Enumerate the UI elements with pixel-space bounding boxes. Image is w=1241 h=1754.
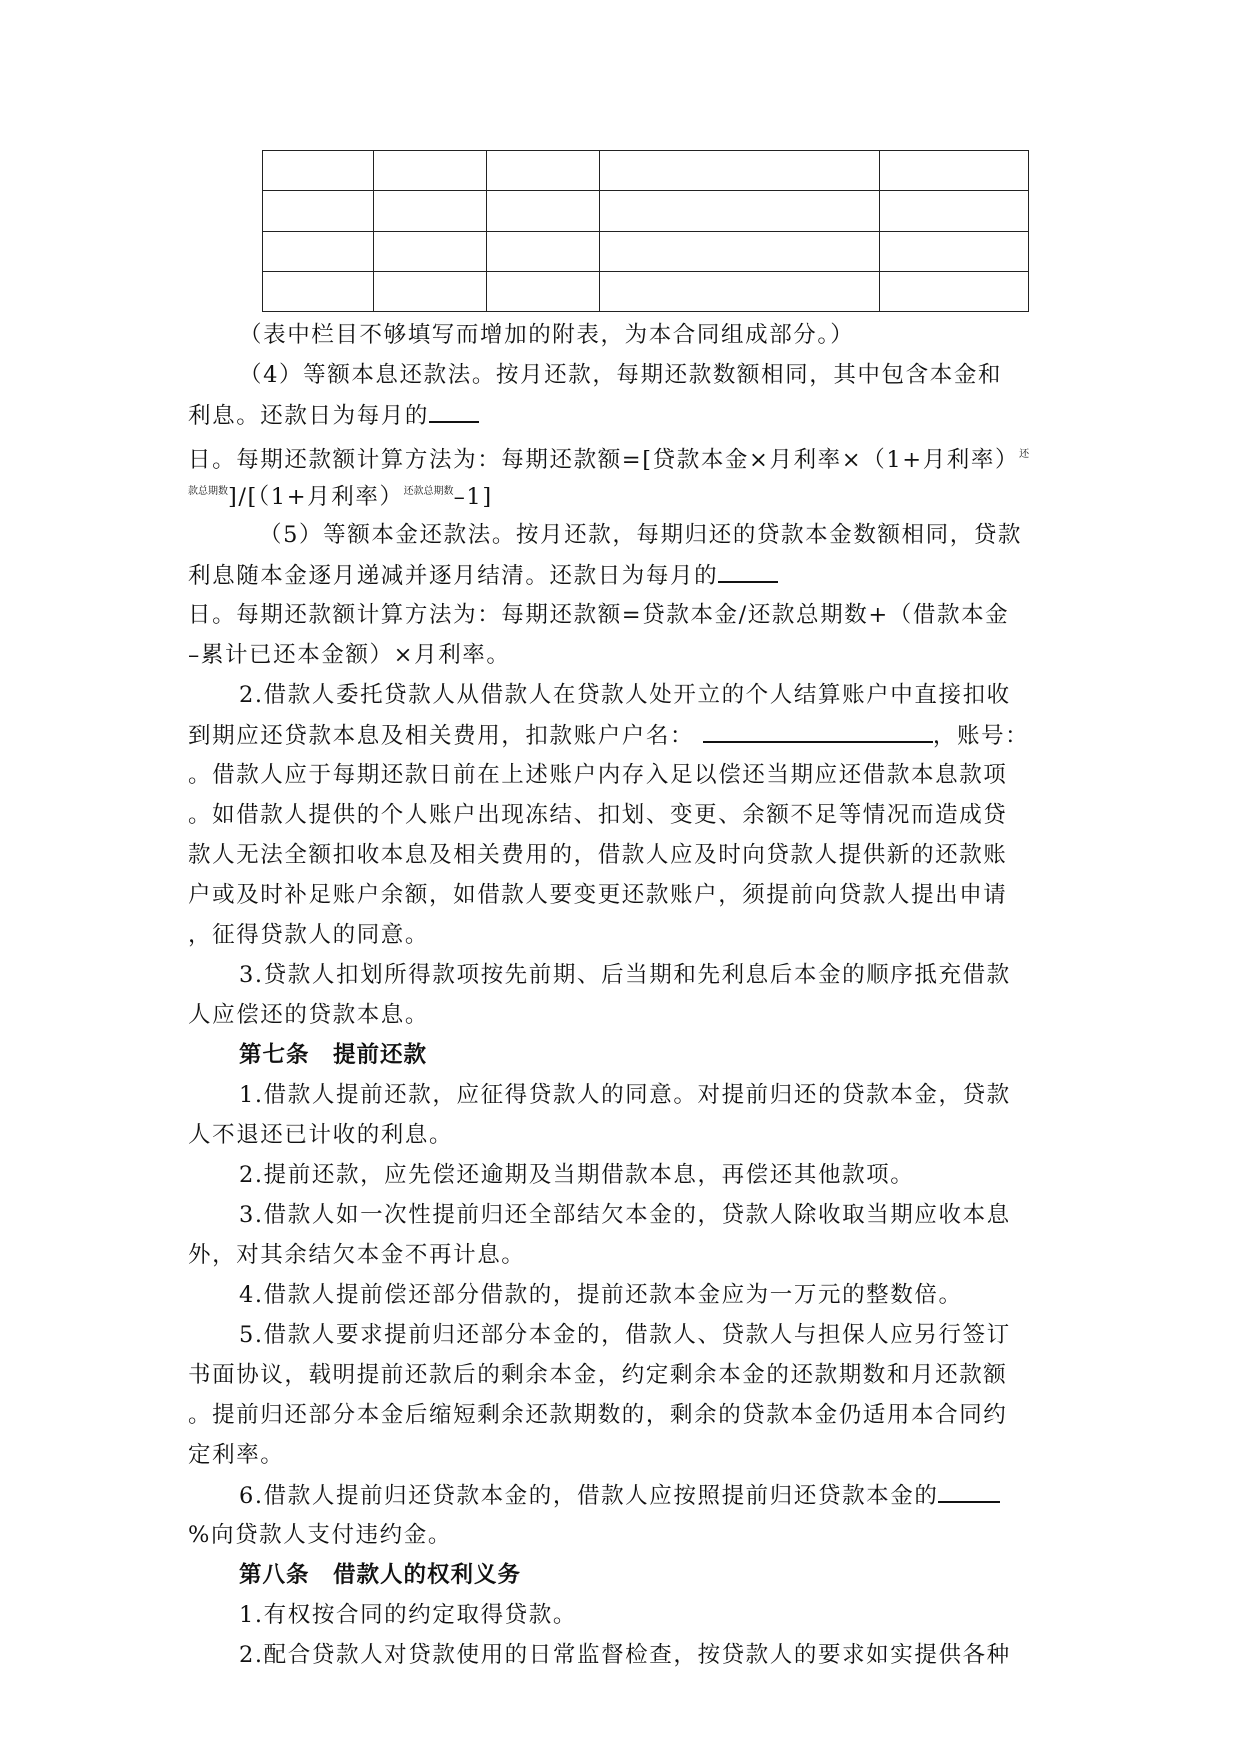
table-cell[interactable] — [263, 231, 374, 271]
table-cell[interactable] — [374, 271, 487, 311]
paragraph-line: 人不退还已计收的利息。 — [188, 1122, 454, 1148]
section-heading: 第七条 提前还款 — [239, 1042, 428, 1068]
paragraph-line: 2.配合贷款人对贷款使用的日常监督检查，按贷款人的要求如实提供各种 — [239, 1642, 1011, 1668]
paragraph-line: 。如借款人提供的个人账户出现冻结、扣划、变更、余额不足等情况而造成贷 — [188, 802, 1008, 828]
paragraph-line: 利息随本金逐月递减并逐月结清。还款日为每月的 — [188, 557, 778, 594]
paragraph-line: 1.有权按合同的约定取得贷款。 — [239, 1602, 577, 1628]
table-cell[interactable] — [600, 231, 880, 271]
table-cell[interactable] — [263, 151, 374, 191]
table-cell[interactable] — [487, 191, 600, 231]
superscript-text: 款总期数 — [188, 486, 228, 497]
paragraph-line: （4）等额本息还款法。按月还款，每期还款数额相同，其中包含本金和 — [239, 362, 1003, 388]
paragraph-line: 。提前归还部分本金后缩短剩余还款期数的，剩余的贷款本金仍适用本合同约 — [188, 1402, 1008, 1428]
table-row — [263, 231, 1029, 271]
blank-repayment-table — [262, 150, 1029, 312]
paragraph-line: 3.贷款人扣划所得款项按先前期、后当期和先利息后本金的顺序抵充借款 — [239, 962, 1011, 988]
paragraph-line: 人应偿还的贷款本息。 — [188, 1002, 430, 1028]
table-cell[interactable] — [487, 271, 600, 311]
paragraph-line: 1.借款人提前还款，应征得贷款人的同意。对提前归还的贷款本金，贷款 — [239, 1082, 1011, 1108]
table-cell[interactable] — [880, 231, 1029, 271]
paragraph-line: 到期应还贷款本息及相关费用，扣款账户户名： ，账号： — [188, 717, 1029, 754]
paragraph-line: 2.借款人委托贷款人从借款人在贷款人处开立的个人结算账户中直接扣收 — [239, 682, 1011, 708]
table-note: （表中栏目不够填写而增加的附表，为本合同组成部分。） — [239, 322, 855, 348]
table-cell[interactable] — [374, 191, 487, 231]
paragraph-line: 日。每期还款额计算方法为：每期还款额=贷款本金/还款总期数+（借款本金 — [188, 602, 1010, 628]
table-row — [263, 271, 1029, 311]
paragraph-line: （5）等额本金还款法。按月还款，每期归还的贷款本金数额相同，贷款 — [259, 522, 1023, 548]
table-cell[interactable] — [263, 271, 374, 311]
paragraph-line: 3.借款人如一次性提前归还全部结欠本金的，贷款人除收取当期应收本息 — [239, 1202, 1011, 1228]
paragraph-line: 4.借款人提前偿还部分借款的，提前还款本金应为一万元的整数倍。 — [239, 1282, 963, 1308]
paragraph-line: 利息。还款日为每月的 — [188, 397, 479, 434]
paragraph-line: 款人无法全额扣收本息及相关费用的，借款人应及时向贷款人提供新的还款账 — [188, 842, 1008, 868]
superscript-text: 还款总期数 — [403, 486, 454, 497]
paragraph-line: 6.借款人提前归还贷款本金的，借款人应按照提前归还贷款本金的 — [239, 1477, 1000, 1514]
fill-blank-day[interactable] — [429, 397, 479, 423]
fill-blank-percent[interactable] — [938, 1477, 1000, 1503]
table-cell[interactable] — [880, 271, 1029, 311]
superscript-text: 还 — [1019, 449, 1030, 460]
paragraph-line: 日。每期还款额计算方法为：每期还款额=[贷款本金×月利率×（1+月利率）$^还$ — [188, 447, 1030, 473]
fill-blank-account-name[interactable] — [703, 717, 933, 743]
paragraph-line: 书面协议，载明提前还款后的剩余本金，约定剩余本金的还款期数和月还款额 — [188, 1362, 1008, 1388]
table-cell[interactable] — [600, 191, 880, 231]
paragraph-line: 5.借款人要求提前归还部分本金的，借款人、贷款人与担保人应另行签订 — [239, 1322, 1011, 1348]
table-cell[interactable] — [600, 271, 880, 311]
paragraph-line: $^{款总期数}$]/[（1+月利率）$^{还款总期数}$–1] — [188, 484, 493, 510]
paragraph-line: 2.提前还款，应先偿还逾期及当期借款本息，再偿还其他款项。 — [239, 1162, 915, 1188]
fill-blank-day[interactable] — [718, 557, 778, 583]
paragraph-line: –累计已还本金额）×月利率。 — [188, 642, 511, 668]
section-heading: 第八条 借款人的权利义务 — [239, 1562, 522, 1588]
paragraph-line: ，征得贷款人的同意。 — [188, 922, 430, 948]
paragraph-line: 定利率。 — [188, 1442, 285, 1468]
table-cell[interactable] — [263, 191, 374, 231]
table-cell[interactable] — [374, 151, 487, 191]
paragraph-line: 户或及时补足账户余额，如借款人要变更还款账户，须提前向贷款人提出申请 — [188, 882, 1008, 908]
table-row — [263, 191, 1029, 231]
table-cell[interactable] — [880, 191, 1029, 231]
table-cell[interactable] — [487, 151, 600, 191]
paragraph-line: 。借款人应于每期还款日前在上述账户内存入足以偿还当期应还借款本息款项 — [188, 762, 1008, 788]
table-cell[interactable] — [487, 231, 600, 271]
table-cell[interactable] — [374, 231, 487, 271]
table-cell[interactable] — [600, 151, 880, 191]
paragraph-line: 外，对其余结欠本金不再计息。 — [188, 1242, 526, 1268]
paragraph-line: %向贷款人支付违约金。 — [188, 1522, 452, 1548]
table-cell[interactable] — [880, 151, 1029, 191]
table-row — [263, 151, 1029, 191]
